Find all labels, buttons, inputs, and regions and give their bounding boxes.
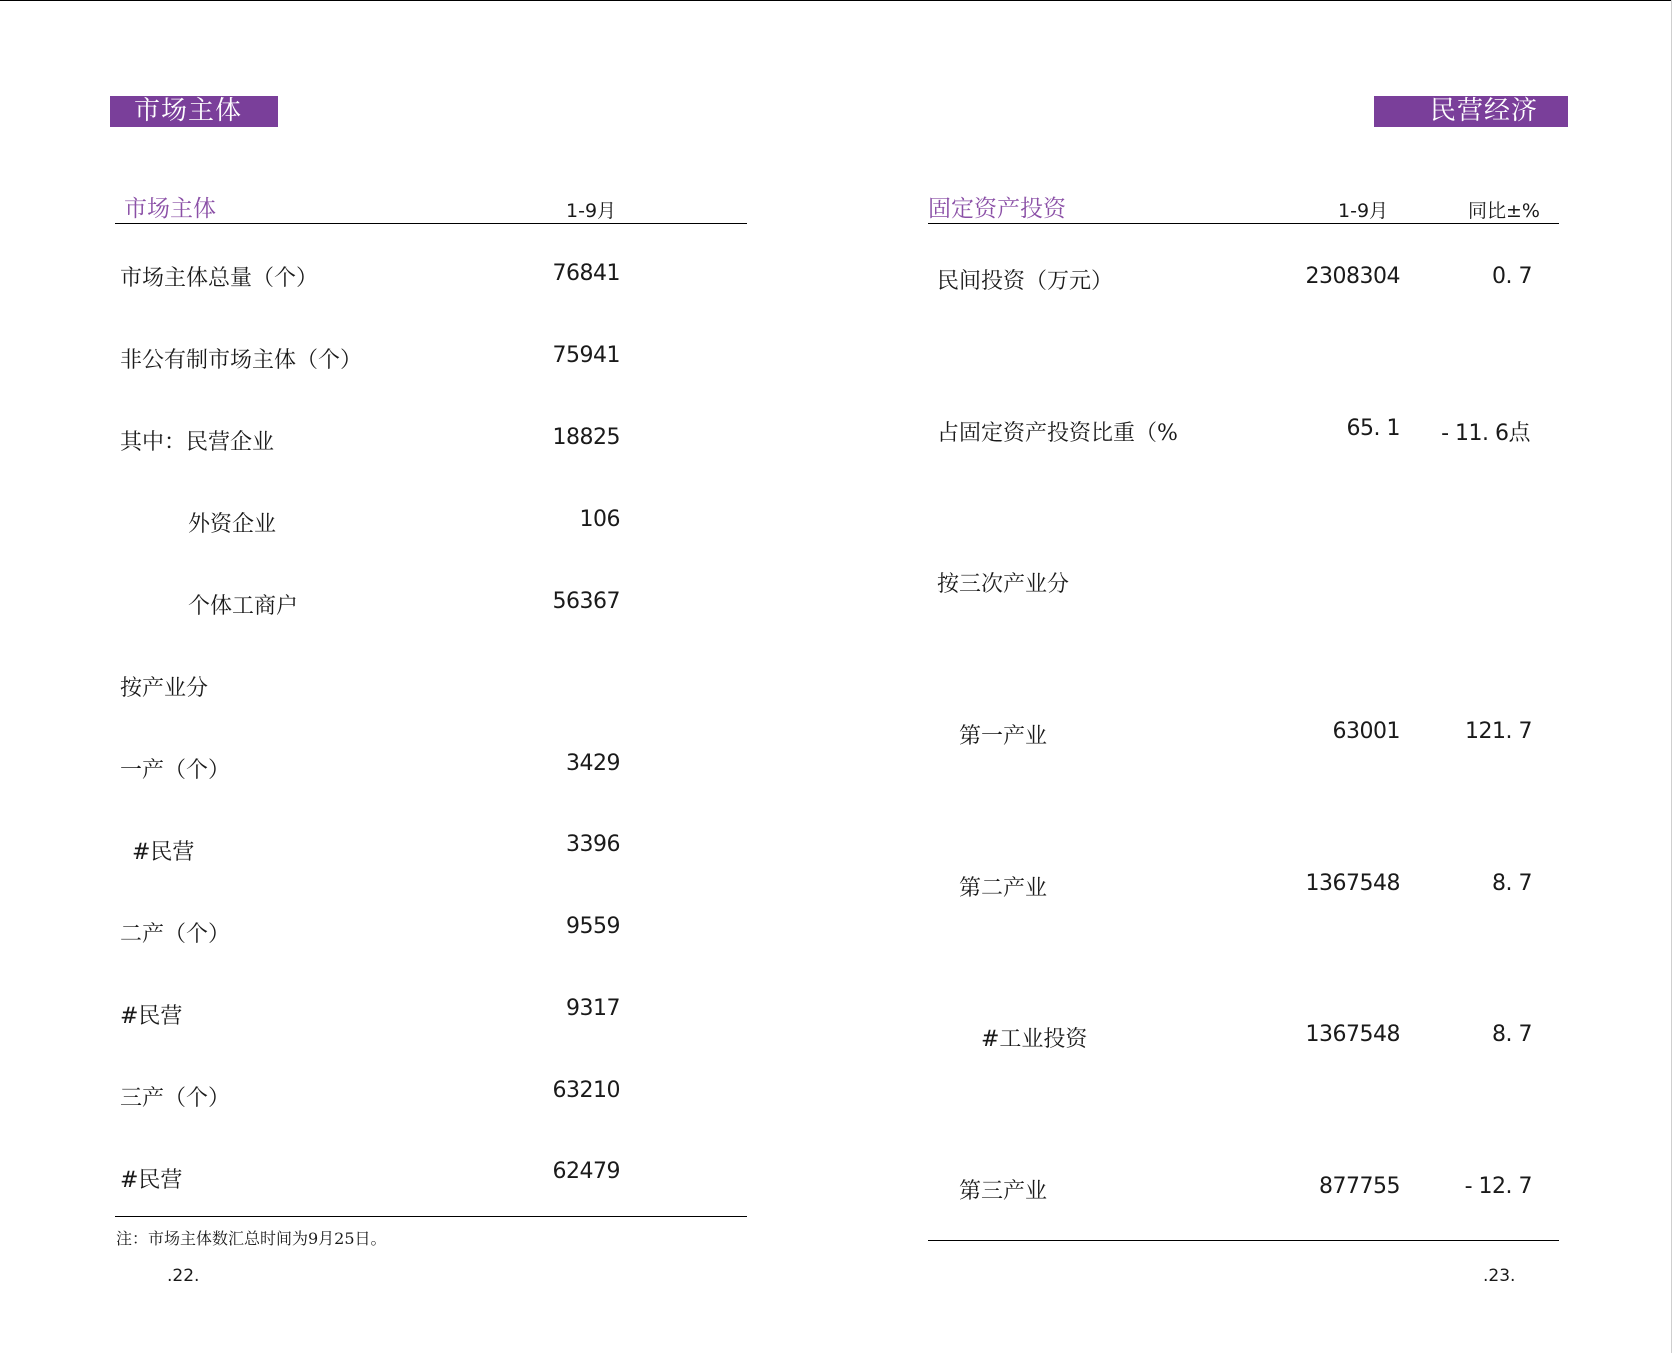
- left-row-label: 二产（个）: [120, 922, 231, 947]
- right-row-label: 民间投资（万元）: [937, 269, 1114, 294]
- right-header-rule: [928, 223, 1559, 224]
- right-row-change: 8. 7: [1492, 871, 1532, 896]
- left-footnote: 注：市场主体数汇总时间为9月25日。: [116, 1229, 387, 1248]
- left-row-value: 9317: [566, 996, 620, 1021]
- right-row-change: 8. 7: [1492, 1022, 1532, 1047]
- left-row-label: 外资企业: [188, 512, 277, 537]
- left-section-tag: 市场主体: [110, 96, 278, 127]
- right-row-value: 877755: [1319, 1174, 1400, 1199]
- right-page-number: .23.: [1483, 1266, 1516, 1286]
- right-footer-rule: [928, 1240, 1559, 1241]
- right-row-value: 65. 1: [1346, 416, 1400, 441]
- left-table-title: 市场主体: [124, 196, 216, 222]
- left-row-value: 3429: [566, 751, 620, 776]
- left-row-label: 市场主体总量（个）: [120, 266, 319, 291]
- right-table-title: 固定资产投资: [928, 196, 1066, 222]
- left-footer-rule: [115, 1216, 747, 1217]
- right-row-label: 第一产业: [959, 724, 1048, 749]
- left-row-value: 9559: [566, 914, 620, 939]
- right-row-label: 按三次产业分: [937, 572, 1070, 597]
- right-row-label: 第二产业: [959, 876, 1048, 901]
- left-row-label: 个体工商户: [188, 594, 299, 619]
- left-row-label: 三产（个）: [120, 1086, 231, 1111]
- left-row-value: 3396: [566, 832, 620, 857]
- right-row-label: 第三产业: [959, 1179, 1048, 1204]
- right-row-label: #工业投资: [981, 1027, 1088, 1052]
- left-row-value: 106: [579, 507, 620, 532]
- left-row-label: 一产（个）: [120, 758, 231, 783]
- left-row-value: 63210: [552, 1078, 620, 1103]
- left-col-header: 1-9月: [566, 200, 617, 222]
- right-col1-header: 1-9月: [1338, 200, 1389, 222]
- left-row-label: #民营: [132, 840, 195, 865]
- right-row-value: 63001: [1332, 719, 1400, 744]
- left-row-value: 62479: [552, 1159, 620, 1184]
- left-row-value: 18825: [552, 425, 620, 450]
- top-border: [0, 0, 1672, 1]
- right-row-value: 2308304: [1305, 264, 1400, 289]
- left-row-label: #民营: [120, 1168, 183, 1193]
- left-page-number: .22.: [167, 1266, 200, 1286]
- right-section-tag: 民营经济: [1374, 96, 1568, 127]
- right-row-change: 121. 7: [1465, 719, 1532, 744]
- right-row-change: 0. 7: [1492, 264, 1532, 289]
- left-header-rule: [115, 223, 747, 224]
- left-row-label: 其中：民营企业: [120, 430, 275, 455]
- right-row-value: 1367548: [1305, 871, 1400, 896]
- left-row-label: 非公有制市场主体（个）: [120, 348, 363, 373]
- right-row-label: 占固定资产投资比重（%: [937, 421, 1178, 446]
- left-row-label: 按产业分: [120, 676, 209, 701]
- left-row-value: 76841: [552, 261, 620, 286]
- right-row-change: - 12. 7: [1464, 1174, 1532, 1199]
- left-row-value: 75941: [552, 343, 620, 368]
- left-row-label: #民营: [120, 1004, 183, 1029]
- left-row-value: 56367: [552, 589, 620, 614]
- right-row-change: - 11. 6点: [1441, 421, 1530, 446]
- right-col2-header: 同比±%: [1468, 200, 1540, 222]
- right-row-value: 1367548: [1305, 1022, 1400, 1047]
